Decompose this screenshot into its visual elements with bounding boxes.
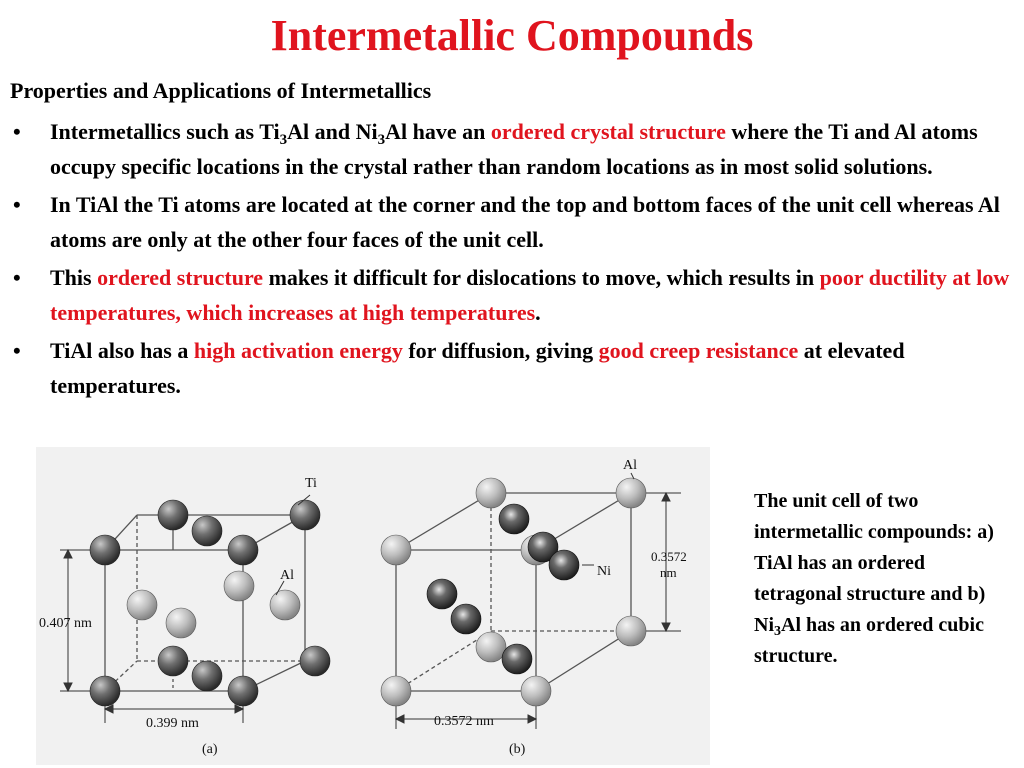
text-segment: Al has an ordered cubic structure.: [754, 614, 984, 667]
ni-atom: [427, 579, 457, 609]
text-segment: .: [535, 300, 541, 325]
tial-dimension-lines: [60, 550, 243, 723]
bullet-dot: •: [13, 265, 21, 290]
text-segment: for diffusion, giving: [402, 338, 599, 363]
al-atom: [127, 590, 157, 620]
figure-caption: [754, 486, 1016, 672]
subscript: 3: [279, 132, 288, 148]
ti-atom: [158, 646, 188, 676]
tial-al-atoms: [127, 571, 300, 638]
bullet-dot: •: [13, 119, 21, 144]
highlight-text: ordered crystal structure: [490, 119, 726, 144]
al-atom: [270, 590, 300, 620]
ti-atom: [90, 676, 120, 706]
ni3al-height-unit: nm: [660, 565, 677, 580]
ti-atom: [300, 646, 330, 676]
ti-atom: [90, 535, 120, 565]
text-segment: In TiAl the Ti atoms are located at the corner and the top and bottom faces of the unit cell whereas Al atoms are only at the other four faces of the unit cell.: [50, 192, 1000, 252]
ni-atom: [549, 550, 579, 580]
tial-height-label: 0.407 nm: [39, 616, 92, 631]
ni-label: Ni: [597, 564, 611, 579]
text-segment: Al have an: [385, 119, 491, 144]
text-segment: at elevated temperatures.: [50, 338, 905, 398]
tial-width-label: 0.399 nm: [146, 716, 199, 731]
bullet-dot: •: [13, 192, 21, 217]
al-atom: [224, 571, 254, 601]
ti-atom: [228, 676, 258, 706]
slide-subtitle: Properties and Applications of Intermetallics: [10, 78, 432, 103]
text-segment: Intermetallics such as Ti: [50, 119, 280, 144]
unit-cell-figure: [36, 447, 710, 765]
unit-cell-diagram: [36, 447, 710, 765]
al-atom: [166, 608, 196, 638]
subscript: 3: [774, 624, 781, 639]
bullet-item: [10, 333, 1014, 403]
figure-b-label: (b): [509, 742, 526, 757]
text-segment: The unit cell of two intermetallic compounds: a) TiAl has an ordered tetragonal structure and b) Ni: [754, 490, 994, 636]
ti-atom: [192, 661, 222, 691]
al-atom: [521, 676, 551, 706]
al-label-b: Al: [623, 458, 637, 473]
bullet-text: [50, 192, 1000, 252]
ti-atom: [158, 500, 188, 530]
al-atom: [381, 676, 411, 706]
subscript: 3: [377, 132, 386, 148]
bullet-item: [10, 187, 1014, 257]
al-atom: [476, 478, 506, 508]
bullet-item: [10, 260, 1014, 330]
bullet-list: [10, 114, 1014, 406]
al-atom: [476, 632, 506, 662]
text-segment: Al and Ni: [287, 119, 378, 144]
highlight-text: high activation energy: [193, 338, 403, 363]
ti-atom: [192, 516, 222, 546]
slide-title: Intermetallic Compounds: [270, 11, 754, 60]
highlight-text: good creep resistance: [598, 338, 799, 363]
ni3al-height-value: 0.3572: [651, 549, 687, 564]
al-atom: [381, 535, 411, 565]
ni3al-width-label: 0.3572 nm: [434, 714, 494, 729]
ni3al-height-label: [651, 549, 690, 580]
al-atom: [616, 478, 646, 508]
ti-label: Ti: [305, 476, 317, 491]
ti-atom: [290, 500, 320, 530]
figure-a-label: (a): [202, 742, 218, 757]
ni-atom: [499, 504, 529, 534]
text-segment: This: [50, 265, 98, 290]
text-segment: makes it difficult for dislocations to move, which results in: [263, 265, 820, 290]
ni-atom: [451, 604, 481, 634]
text-segment: TiAl also has a: [50, 338, 194, 363]
highlight-text: poor ductility at low temperatures, which increases at high temperatures: [50, 265, 1010, 325]
bullet-dot: •: [13, 338, 21, 363]
bullet-text: [50, 119, 978, 179]
ni-atom: [502, 644, 532, 674]
highlight-text: ordered structure: [97, 265, 264, 290]
al-atom: [616, 616, 646, 646]
bullet-text: [50, 265, 1009, 325]
al-label: Al: [280, 568, 294, 583]
bullet-text: [50, 338, 905, 398]
ti-atom: [228, 535, 258, 565]
bullet-item: [10, 114, 1014, 184]
text-segment: where the Ti and Al atoms occupy specific locations in the crystal rather than random locations as in most solid solutions.: [50, 119, 978, 179]
